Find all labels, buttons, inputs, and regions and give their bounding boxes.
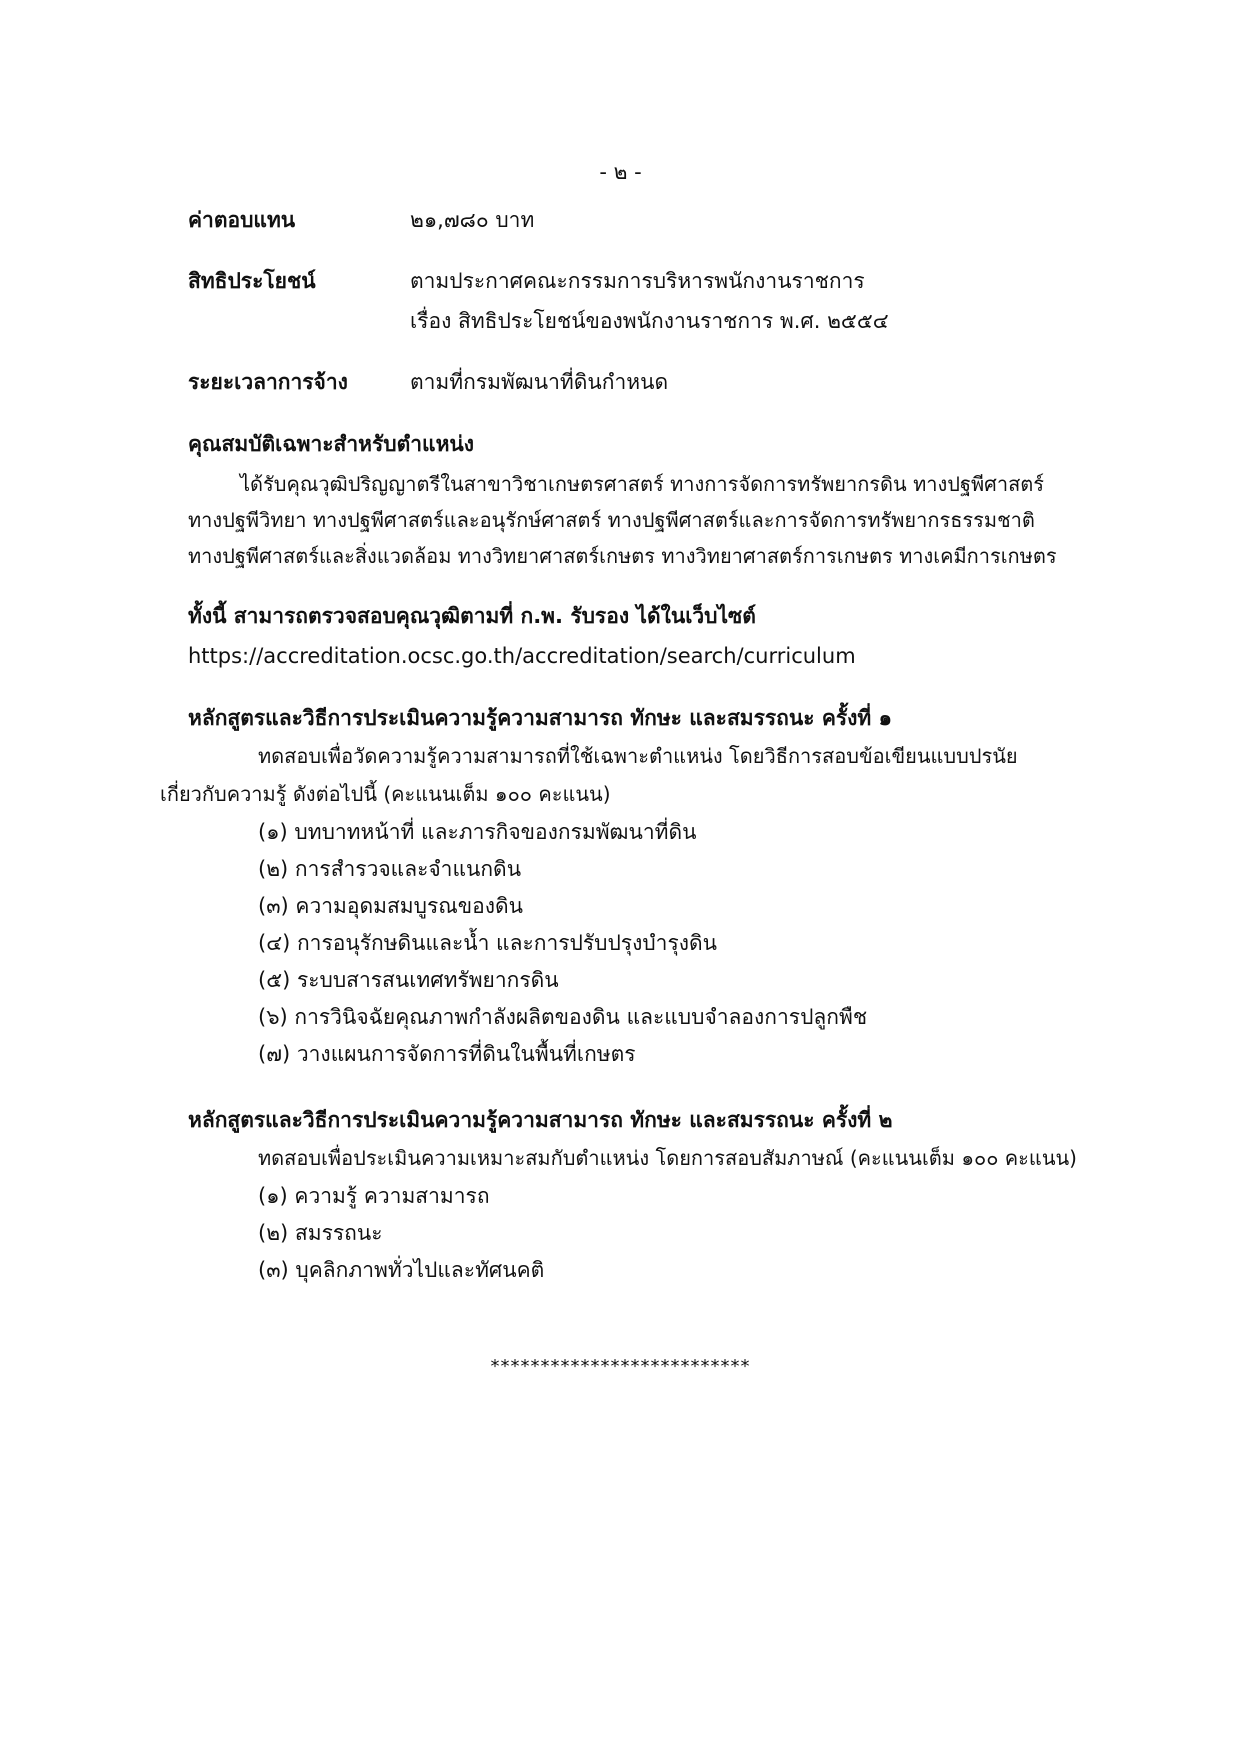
qualifications-line-3: ทางปฐพีศาสตร์และสิ่งแวดล้อม ทางวิทยาศาสตร์เกษตร ทางวิทยาศาสตร์การเกษตร ทางเคมีการเกษตร	[188, 544, 1057, 568]
assessment-1-item: (๖) การวินิจฉัยคุณภาพกำลังผลิตของดิน และแบบจำลองการปลูกพืช	[258, 1005, 868, 1029]
benefits-label: สิทธิประโยชน์	[188, 269, 316, 293]
assessment-2-item: (๓) บุคลิกภาพทั่วไปและทัศนคติ	[258, 1258, 545, 1282]
page-number: - ๒ -	[599, 160, 642, 184]
qualifications-line-2: ทางปฐพีวิทยา ทางปฐพีศาสตร์และอนุรักษ์ศาสตร์ ทางปฐพีศาสตร์และการจัดการทรัพยากรธรรมชาติ	[188, 508, 1035, 532]
benefits-line-2: เรื่อง สิทธิประโยชน์ของพนักงานราชการ พ.ศ. ๒๕๕๔	[410, 309, 889, 333]
compensation-value: ๒๑,๗๘๐ บาท	[410, 208, 535, 232]
verification-heading: ทั้งนี้ สามารถตรวจสอบคุณวุฒิตามที่ ก.พ. รับรอง ได้ในเว็บไซต์	[188, 604, 756, 628]
end-marker: **************************	[490, 1356, 751, 1377]
assessment-2-item: (๑) ความรู้ ความสามารถ	[258, 1184, 490, 1208]
assessment-1-item: (๕) ระบบสารสนเทศทรัพยากรดิน	[258, 968, 559, 992]
assessment-2-line-1: ทดสอบเพื่อประเมินความเหมาะสมกับตำแหน่ง โดยการสอบสัมภาษณ์ (คะแนนเต็ม ๑๐๐ คะแนน)	[258, 1146, 1077, 1170]
assessment-1-line-1: ทดสอบเพื่อวัดความรู้ความสามารถที่ใช้เฉพาะตำแหน่ง โดยวิธีการสอบข้อเขียนแบบปรนัย	[258, 744, 1018, 768]
assessment-1-item: (๑) บทบาทหน้าที่ และภารกิจของกรมพัฒนาที่ดิน	[258, 820, 697, 844]
employment-period-label: ระยะเวลาการจ้าง	[188, 370, 348, 394]
assessment-1-heading: หลักสูตรและวิธีการประเมินความรู้ความสามารถ ทักษะ และสมรรถนะ ครั้งที่ ๑	[188, 706, 892, 730]
assessment-2-item: (๒) สมรรถนะ	[258, 1221, 383, 1245]
verification-url[interactable]: https://accreditation.ocsc.go.th/accreditation/search/curriculum	[188, 644, 856, 668]
assessment-1-item: (๔) การอนุรักษดินและน้ำ และการปรับปรุงบำรุงดิน	[258, 931, 717, 955]
assessment-1-item: (๗) วางแผนการจัดการที่ดินในพื้นที่เกษตร	[258, 1042, 636, 1066]
assessment-1-item: (๒) การสำรวจและจำแนกดิน	[258, 857, 522, 881]
assessment-1-item: (๓) ความอุดมสมบูรณของดิน	[258, 894, 523, 918]
qualifications-heading: คุณสมบัติเฉพาะสำหรับตำแหน่ง	[188, 432, 475, 456]
benefits-line-1: ตามประกาศคณะกรรมการบริหารพนักงานราชการ	[410, 269, 865, 293]
qualifications-line-1: ได้รับคุณวุฒิปริญญาตรีในสาขาวิชาเกษตรศาสตร์ ทางการจัดการทรัพยากรดิน ทางปฐพีศาสตร์	[240, 472, 1045, 496]
employment-period-value: ตามที่กรมพัฒนาที่ดินกำหนด	[410, 370, 669, 394]
assessment-2-heading: หลักสูตรและวิธีการประเมินความรู้ความสามารถ ทักษะ และสมรรถนะ ครั้งที่ ๒	[188, 1108, 893, 1132]
compensation-label: ค่าตอบแทน	[188, 208, 296, 232]
assessment-1-line-2: เกี่ยวกับความรู้ ดังต่อไปนี้ (คะแนนเต็ม ๑๐๐ คะแนน)	[160, 782, 611, 806]
